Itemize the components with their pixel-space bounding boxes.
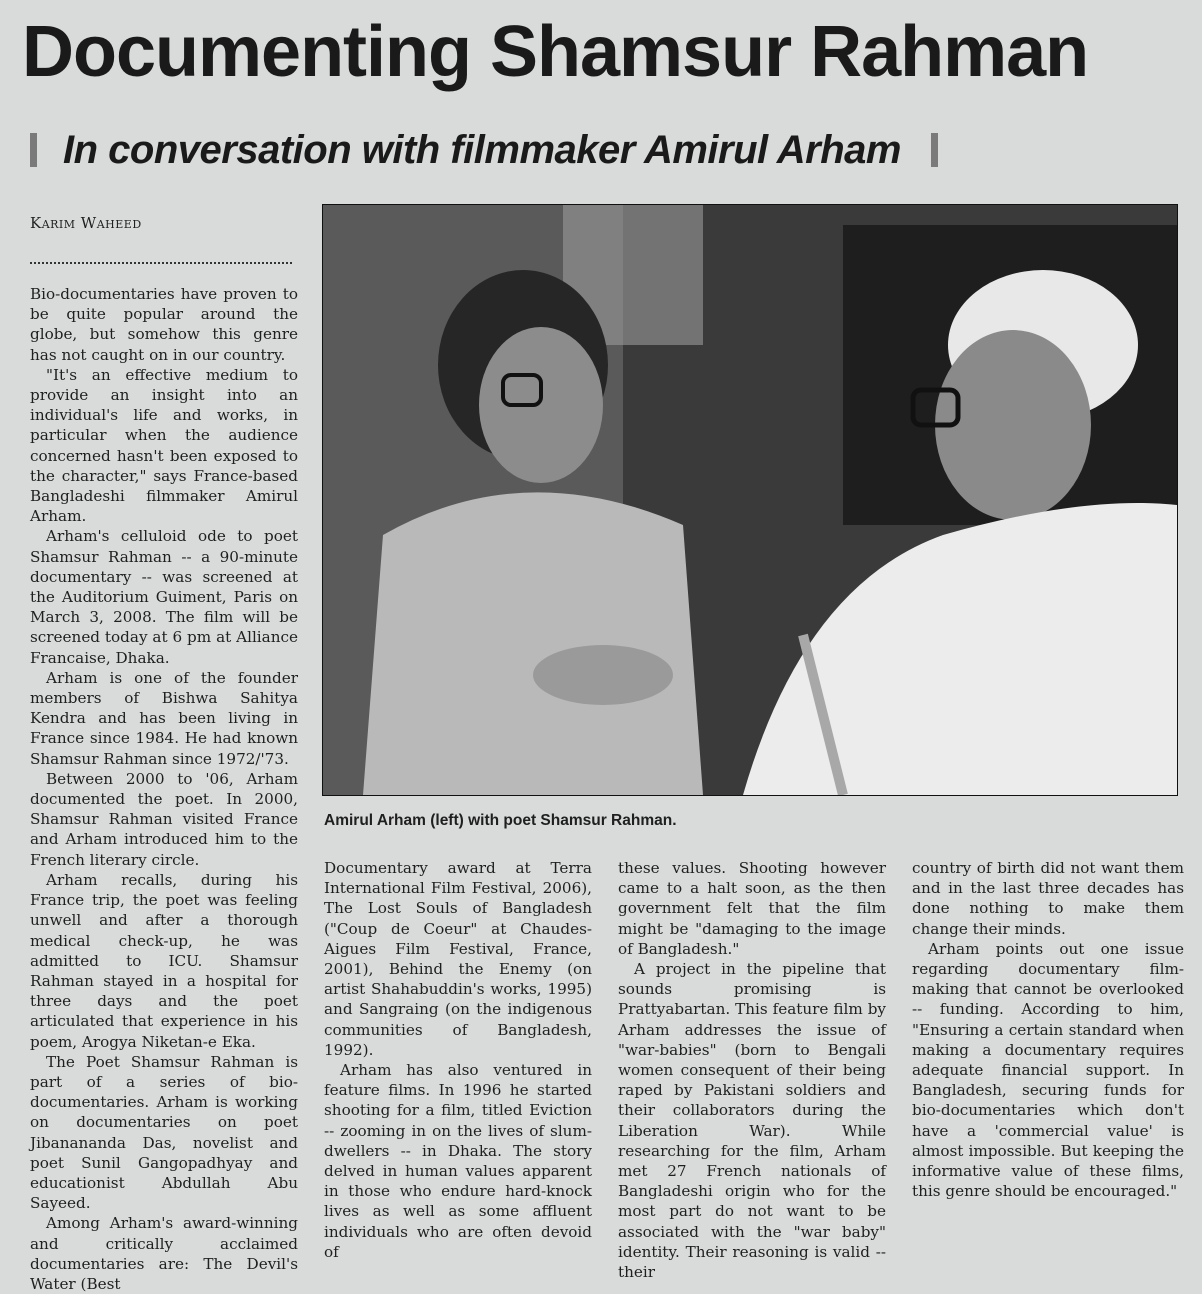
article-photo bbox=[322, 204, 1178, 796]
subheadline bbox=[30, 124, 990, 176]
photo-illustration bbox=[323, 205, 1177, 795]
paragraph: these values. Shooting however came to a halt soon, as the then government felt that the film might be "damaging to the image of Bangladesh." bbox=[618, 859, 886, 958]
paragraph: A project in the pipeline that sounds promising is Prattyabartan. This feature film by Arham addresses the issue of "war-babies" (born to Bengali women consequent of their being raped by Pakistani soldiers and their collaborators during the Liberation War). While researching for the film, Arham met 27 French nationals of Bangladeshi origin who for the most part do not want to be associated with the "war baby" identity. Their reasoning is valid -- their bbox=[618, 960, 886, 1282]
paragraph: Among Arham's award-winning and critically acclaimed documentaries are: The Devil's Water (Best bbox=[30, 1214, 298, 1293]
column-4 bbox=[912, 858, 1184, 1201]
paragraph: Arham recalls, during his France trip, the poet was feeling unwell and after a thorough medical check-up, he was admitted to ICU. Shamsur Rahman stayed in a hospital for three days and the poet articulated that experience in his poem, Arogya Niketan-e Eka. bbox=[30, 870, 298, 1051]
paragraph: "It's an effective medium to provide an insight into an individual's life and works, in particular when the audience concerned hasn't been exposed to the character," says France-based Bangladeshi filmmaker Amirul Arham. bbox=[30, 365, 298, 526]
left-bar-ornament bbox=[30, 133, 37, 167]
paragraph: Arham is one of the founder members of Bishwa Sahitya Kendra and has been living in France since 1984. He had known Shamsur Rahman since 1972/'73. bbox=[30, 668, 298, 768]
paragraph: Documentary award at Terra International Film Festival, 2006), The Lost Souls of Bangladesh ("Coup de Coeur" at Chaudes-Aigues Film Festival, France, 2001), Behind the Enemy (on artist Shahabuddin's works, 1995) and Sangraing (on the indigenous communities of Bangladesh, 1992). bbox=[324, 859, 592, 1059]
paragraph: Bio-documentaries have proven to be quite popular around the globe, but somehow this genre has not caught on in our country. bbox=[30, 285, 298, 364]
column-1 bbox=[30, 284, 298, 1294]
column-3 bbox=[618, 858, 886, 1282]
byline: Karim Waheed bbox=[30, 214, 142, 232]
paragraph: Arham's celluloid ode to poet Shamsur Rahman -- a 90-minute documentary -- was screened at the Auditorium Guiment, Paris on March 3, 2008. The film will be screened today at 6 pm at Alliance Francaise, Dhaka. bbox=[30, 527, 298, 667]
dotted-divider bbox=[30, 262, 292, 264]
subheadline-text: In conversation with filmmaker Amirul Arham bbox=[63, 127, 901, 172]
paragraph: country of birth did not want them and in the last three decades has done nothing to make them change their minds. bbox=[912, 859, 1184, 938]
paragraph: Arham points out one issue regarding documentary film-making that cannot be overlooked -- funding. According to him, "Ensuring a certain standard when making a documentary requires adequate financial support. In Bangladesh, securing funds for bio-documentaries which don't have a 'commercial value' is almost impossible. But keeping the informative value of these films, this genre should be encouraged." bbox=[912, 939, 1184, 1201]
paragraph: Arham has also ventured in feature films. In 1996 he started shooting for a film, titled Eviction -- zooming in on the lives of slum-dwellers -- in Dhaka. The story delved in human values apparent in those who endure hard-knock lives as well as some affluent individuals who are often devoid of bbox=[324, 1061, 592, 1261]
right-bar-ornament bbox=[931, 133, 938, 167]
paragraph: Between 2000 to '06, Arham documented the poet. In 2000, Shamsur Rahman visited France and Arham introduced him to the French literary circle. bbox=[30, 769, 298, 869]
photo-caption: Amirul Arham (left) with poet Shamsur Rahman. bbox=[324, 812, 677, 829]
headline: Documenting Shamsur Rahman bbox=[22, 12, 1089, 92]
column-2 bbox=[324, 858, 592, 1262]
paragraph: The Poet Shamsur Rahman is part of a series of bio-documentaries. Arham is working on documentaries on poet Jibanananda Das, novelist and poet Sunil Gangopadhyay and educationist Abdullah Abu Sayeed. bbox=[30, 1052, 298, 1213]
